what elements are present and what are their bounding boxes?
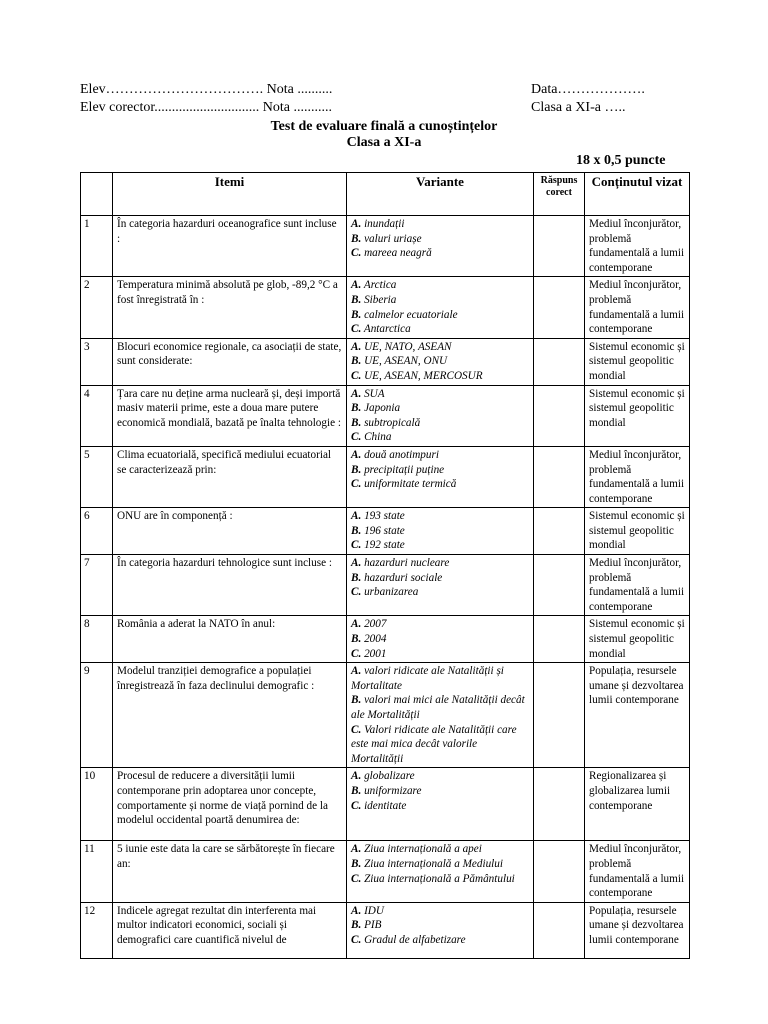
variant-letter: B.: [351, 293, 362, 306]
variant-text: hazarduri nucleare: [364, 557, 450, 570]
variant-option: [351, 308, 529, 323]
item-question: Indicele agregat rezultat din interferenta mai multor indicatori economici, sociali și demografici care cuantifică nivelul de: [113, 902, 347, 958]
elev-field: Elev……………………………. Nota ..........: [80, 82, 333, 97]
item-question: 5 iunie este data la care se sărbătorește în fiecare an:: [113, 841, 347, 902]
variant-text: 192 state: [364, 539, 405, 552]
variant-option: [351, 278, 529, 293]
variant-text: IDU: [364, 904, 384, 917]
variant-text: valori mai mici ale Natalității decât ale Mortalității: [351, 694, 525, 721]
item-content-area: Mediul înconjurător, problemă fundamentală a lumii contemporane: [585, 555, 690, 616]
variant-letter: C.: [351, 872, 362, 885]
item-number: 7: [81, 555, 113, 616]
variant-text: SUA: [364, 387, 385, 400]
variant-text: valuri uriașe: [364, 232, 422, 245]
variant-option: [351, 322, 529, 337]
variant-letter: C.: [351, 369, 362, 382]
item-question: România a aderat la NATO în anul:: [113, 616, 347, 663]
variant-letter: A.: [351, 279, 362, 292]
item-variants: [347, 616, 534, 663]
variant-option: [351, 769, 529, 784]
item-number: 12: [81, 902, 113, 958]
variant-text: Ziua internațională a Pământului: [364, 872, 515, 885]
variant-letter: B.: [351, 232, 362, 245]
variant-text: precipitații puține: [364, 463, 445, 476]
variant-letter: C.: [351, 586, 362, 599]
variant-text: 2004: [364, 633, 387, 646]
variant-option: [351, 918, 529, 933]
variant-option: [351, 632, 529, 647]
variant-option: [351, 857, 529, 872]
answer-cell[interactable]: [534, 385, 585, 446]
variant-letter: C.: [351, 539, 362, 552]
variant-option: [351, 477, 529, 492]
item-number: 10: [81, 768, 113, 841]
variant-letter: C.: [351, 799, 362, 812]
variant-letter: B.: [351, 633, 362, 646]
variant-text: valori ridicate ale Natalității și Mortalitate: [351, 665, 504, 692]
variant-letter: A.: [351, 770, 362, 783]
table-header-row: [81, 173, 690, 216]
variant-option: [351, 872, 529, 887]
item-variants: [347, 555, 534, 616]
variant-text: China: [364, 431, 392, 444]
item-question: Procesul de reducere a diversității lumii contemporane prin adoptarea unor concepte, comportamente și norme de viață pornind de la modelul occidental poartă denumirea de:: [113, 768, 347, 841]
item-number: 8: [81, 616, 113, 663]
item-question: În categoria hazarduri oceanografice sunt incluse :: [113, 216, 347, 277]
variant-letter: A.: [351, 843, 362, 856]
variant-option: [351, 340, 529, 355]
variant-option: [351, 354, 529, 369]
variant-letter: B.: [351, 524, 362, 537]
points-label: 18 x 0,5 puncte: [576, 153, 666, 168]
variant-option: [351, 664, 529, 693]
item-number: 9: [81, 663, 113, 768]
variant-text: Arctica: [363, 279, 397, 292]
item-question: Temperatura minimă absolută pe glob, -89,2 °C a fost înregistrată în :: [113, 277, 347, 338]
item-variants: [347, 841, 534, 902]
variant-text: 2007: [364, 618, 387, 631]
variant-text: Siberia: [364, 293, 397, 306]
item-number: 3: [81, 338, 113, 385]
item-variants: [347, 338, 534, 385]
table-row: [81, 338, 690, 385]
item-number: 6: [81, 508, 113, 555]
header-nr: [81, 173, 113, 216]
variant-text: subtropicală: [364, 416, 421, 429]
variant-text: UE, ASEAN, MERCOSUR: [364, 369, 483, 382]
variant-option: [351, 387, 529, 402]
item-variants: [347, 385, 534, 446]
clasa-field: Clasa a XI-a …..: [531, 100, 626, 115]
variant-letter: B.: [351, 416, 362, 429]
variant-letter: A.: [351, 557, 362, 570]
item-content-area: Populația, resursele umane și dezvoltarea lumii contemporane: [585, 663, 690, 768]
answer-cell[interactable]: [534, 508, 585, 555]
variant-letter: B.: [351, 784, 362, 797]
table-row: [81, 663, 690, 768]
variant-text: 196 state: [364, 524, 405, 537]
item-question: ONU are în componență :: [113, 508, 347, 555]
variant-option: [351, 933, 529, 948]
item-variants: [347, 216, 534, 277]
elev-corector-field: Elev corector.............................. Nota ...........: [80, 100, 332, 115]
answer-cell[interactable]: [534, 555, 585, 616]
variant-option: [351, 232, 529, 247]
variant-letter: A.: [351, 665, 362, 678]
variant-text: Japonia: [364, 402, 401, 415]
variant-letter: A.: [351, 387, 362, 400]
item-number: 1: [81, 216, 113, 277]
variant-option: [351, 509, 529, 524]
variant-letter: C.: [351, 723, 362, 736]
header-raspuns: Răspuns corect: [534, 173, 585, 216]
answer-cell[interactable]: [534, 663, 585, 768]
variant-option: [351, 524, 529, 539]
item-content-area: Mediul înconjurător, problemă fundamentală a lumii contemporane: [585, 841, 690, 902]
item-question: În categoria hazarduri tehnologice sunt incluse :: [113, 555, 347, 616]
variant-letter: B.: [351, 571, 362, 584]
variant-letter: A.: [351, 618, 362, 631]
variant-text: UE, NATO, ASEAN: [364, 340, 452, 353]
variant-text: inundații: [364, 218, 405, 230]
answer-cell[interactable]: [534, 902, 585, 958]
item-variants: [347, 902, 534, 958]
variant-letter: A.: [351, 510, 362, 523]
variant-letter: A.: [351, 904, 362, 917]
variant-option: [351, 842, 529, 857]
item-content-area: Mediul înconjurător, problemă fundamentală a lumii contemporane: [585, 446, 690, 507]
table-row: [81, 216, 690, 277]
variant-text: 193 state: [364, 510, 405, 523]
item-content-area: Sistemul economic și sistemul geopolitic mondial: [585, 508, 690, 555]
variant-option: [351, 369, 529, 384]
answer-cell[interactable]: [534, 841, 585, 902]
variant-letter: C.: [351, 431, 362, 444]
table-row: [81, 841, 690, 902]
variant-option: [351, 617, 529, 632]
answer-cell[interactable]: [534, 216, 585, 277]
header-variante: Variante: [347, 173, 534, 216]
variant-option: [351, 723, 529, 767]
answer-cell[interactable]: [534, 616, 585, 663]
item-content-area: Sistemul economic și sistemul geopolitic mondial: [585, 616, 690, 663]
variant-option: [351, 246, 529, 261]
table-row: [81, 555, 690, 616]
variant-option: [351, 538, 529, 553]
variant-letter: C.: [351, 478, 362, 491]
test-title: Test de evaluare finală a cunoștințelor: [270, 119, 498, 134]
variant-text: uniformizare: [364, 784, 422, 797]
variant-letter: C.: [351, 933, 362, 946]
table-row: [81, 277, 690, 338]
item-content-area: Sistemul economic și sistemul geopolitic mondial: [585, 338, 690, 385]
answer-cell[interactable]: [534, 446, 585, 507]
variant-letter: A.: [351, 448, 362, 461]
table-row: [81, 508, 690, 555]
variant-letter: C.: [351, 323, 362, 336]
variant-text: uniformitate termică: [364, 478, 457, 491]
variant-letter: B.: [351, 919, 362, 932]
answer-cell[interactable]: [534, 338, 585, 385]
answer-cell[interactable]: [534, 277, 585, 338]
variant-option: [351, 693, 529, 722]
item-number: 2: [81, 277, 113, 338]
variant-text: Ziua internațională a Mediului: [364, 857, 503, 870]
item-number: 4: [81, 385, 113, 446]
variant-text: urbanizarea: [364, 586, 419, 599]
variant-text: Antarctica: [363, 323, 411, 336]
variant-letter: C.: [351, 247, 362, 260]
variant-letter: B.: [351, 694, 362, 707]
variant-option: [351, 293, 529, 308]
variant-letter: B.: [351, 308, 362, 321]
item-content-area: Mediul înconjurător, problemă fundamentală a lumii contemporane: [585, 277, 690, 338]
variant-option: [351, 784, 529, 799]
table-row: [81, 385, 690, 446]
answer-cell[interactable]: [534, 768, 585, 841]
table-row: [81, 446, 690, 507]
table-row: [81, 902, 690, 958]
item-content-area: Mediul înconjurător, problemă fundamentală a lumii contemporane: [585, 216, 690, 277]
variant-letter: C.: [351, 647, 362, 660]
item-question: Țara care nu deține arma nucleară și, deși importă masiv materii prime, este a doua mare putere economică mondială, bazată pe înalta tehnologie :: [113, 385, 347, 446]
variant-text: calmelor ecuatoriale: [364, 308, 458, 321]
variant-option: [351, 463, 529, 478]
variant-option: [351, 799, 529, 814]
item-number: 5: [81, 446, 113, 507]
variant-letter: B.: [351, 463, 362, 476]
header-continut: Conținutul vizat: [585, 173, 690, 216]
variant-text: globalizare: [364, 770, 415, 783]
item-content-area: Regionalizarea și globalizarea lumii contemporane: [585, 768, 690, 841]
item-content-area: Sistemul economic și sistemul geopolitic mondial: [585, 385, 690, 446]
variant-option: [351, 904, 529, 919]
variant-text: două anotimpuri: [364, 448, 439, 461]
item-variants: [347, 663, 534, 768]
variant-letter: B.: [351, 857, 362, 870]
variant-letter: A.: [351, 340, 362, 353]
variant-option: [351, 647, 529, 662]
header-itemi: Itemi: [113, 173, 347, 216]
item-variants: [347, 768, 534, 841]
variant-text: identitate: [364, 799, 407, 812]
variant-letter: B.: [351, 402, 362, 415]
item-question: Modelul tranziției demografice a populației înregistrează în faza declinului demografic :: [113, 663, 347, 768]
variant-text: UE, ASEAN, ONU: [364, 355, 448, 368]
variant-option: [351, 585, 529, 600]
table-row: [81, 616, 690, 663]
variant-letter: A.: [351, 218, 362, 230]
variant-option: [351, 448, 529, 463]
variant-option: [351, 556, 529, 571]
item-number: 11: [81, 841, 113, 902]
variant-text: PIB: [364, 919, 382, 932]
test-subtitle: Clasa a XI-a: [346, 135, 422, 150]
variant-text: hazarduri sociale: [364, 571, 443, 584]
variant-text: Valori ridicate ale Natalității care este mai mica decât valorile Mortalității: [351, 723, 517, 765]
item-question: Clima ecuatorială, specifică mediului ecuatorial se caracterizează prin:: [113, 446, 347, 507]
variant-text: Gradul de alfabetizare: [364, 933, 466, 946]
variant-text: Ziua internațională a apei: [364, 843, 482, 856]
variant-option: [351, 416, 529, 431]
test-table: [80, 172, 690, 959]
variant-option: [351, 217, 529, 232]
variant-text: mareea neagră: [364, 247, 432, 260]
variant-letter: B.: [351, 355, 362, 368]
variant-option: [351, 401, 529, 416]
item-question: Blocuri economice regionale, ca asociații de state, sunt considerate:: [113, 338, 347, 385]
variant-text: 2001: [364, 647, 387, 660]
item-variants: [347, 277, 534, 338]
item-variants: [347, 508, 534, 555]
item-content-area: Populația, resursele umane și dezvoltarea lumii contemporane: [585, 902, 690, 958]
variant-option: [351, 430, 529, 445]
table-row: [81, 768, 690, 841]
data-field: Data……………….: [531, 82, 645, 97]
item-variants: [347, 446, 534, 507]
variant-option: [351, 571, 529, 586]
